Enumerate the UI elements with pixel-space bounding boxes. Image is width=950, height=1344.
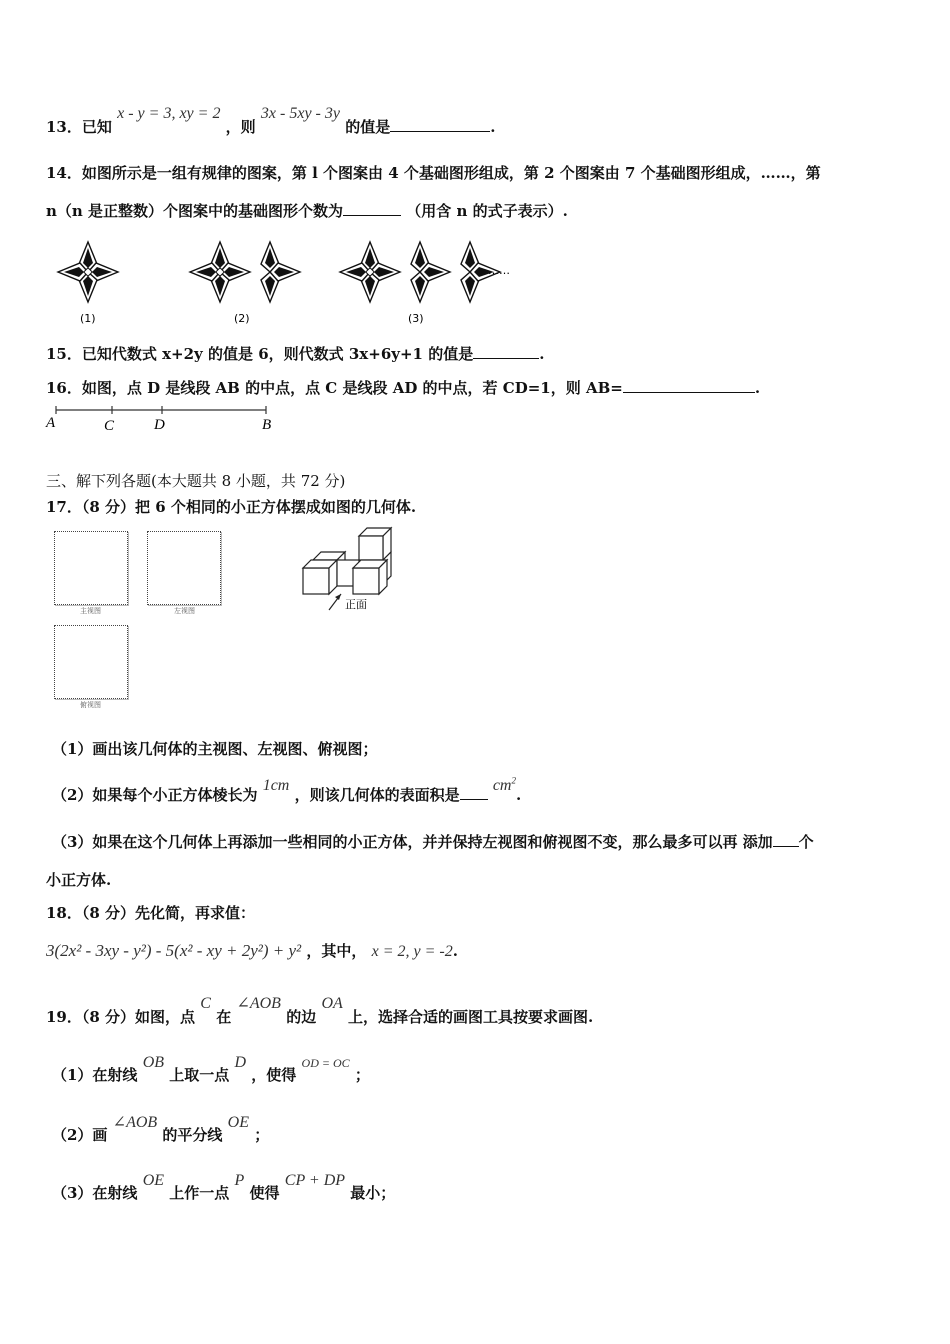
q13-expression: 3x - 5xy - 3y (260, 105, 340, 122)
pattern-1 (58, 242, 118, 302)
q19-p2-text: （2）画 (52, 1126, 108, 1144)
q19-on: 在 (216, 1008, 232, 1026)
q17-part2-text: （2）如果每个小正方体棱长为 (52, 786, 258, 804)
q14-answer-blank (343, 201, 401, 216)
q19-p1-end: ； (354, 1066, 370, 1084)
fig-label-2: (2) (234, 312, 250, 325)
point-b-label: B (262, 417, 272, 433)
section3-title: 三、解下列各题(本大题共 8 小题，共 72 分) (46, 472, 346, 490)
fig-label-1: (1) (80, 312, 96, 325)
q17-part3-unit: 个 (798, 833, 814, 851)
q13-number: 13．已知 (46, 118, 112, 136)
q14-line1: 14．如图所示是一组有规律的图案，第 l 个图案由 4 个基础图形组成，第 2 个图案由 7 个基础图形组成，……，第 (46, 164, 821, 182)
front-view-box[interactable] (54, 531, 128, 605)
q13-end: . (490, 118, 496, 136)
q14-line2-tail: （用含 n 的式子表示）. (406, 202, 568, 220)
q19-intro: 19．（8 分）如图，点 (46, 1008, 196, 1026)
q13-answer-blank (390, 117, 490, 132)
q18-mid: ，其中， (306, 942, 367, 960)
q14-pattern-figure (48, 232, 528, 328)
q17-part3-text: （3）如果在这个几何体上再添加一些相同的小正方体，并并保持左视图和俯视图不变，那么最多可以再 添加 (52, 833, 773, 851)
q19-p3-expression: CP + DP (284, 1172, 346, 1189)
q19-p2-bisector: 的平分线 (162, 1126, 223, 1144)
q19-oa: OA (321, 995, 343, 1012)
q19-p1-such: ，使得 (251, 1066, 297, 1084)
q19-line (46, 995, 594, 1027)
left-view-label: 左视图 (174, 607, 195, 615)
q19-p3-end: 最小； (350, 1184, 396, 1202)
q17-area-blank (460, 785, 488, 800)
q15-end: . (539, 345, 545, 363)
q18-expression: 3(2x² - 3xy - y²) - 5(x² - xy + 2y²) + y² (46, 941, 302, 960)
q19-p3-make: 上作一点 (169, 1184, 230, 1202)
q17-part3 (52, 831, 814, 852)
q17-part3-cont: 小正方体. (46, 871, 112, 889)
pattern-3 (340, 242, 500, 302)
q19-p2-angle: ∠AOB (112, 1114, 158, 1131)
q19-p2-end: ； (254, 1126, 270, 1144)
q17-edge-unit: 1cm (262, 777, 290, 794)
q19-side: 的边 (286, 1008, 317, 1026)
q17-count-blank (773, 832, 799, 847)
q19-angle: ∠AOB (236, 995, 281, 1012)
pattern-ellipsis: …… (488, 264, 510, 277)
q19-p1-take: 上取一点 (169, 1066, 230, 1084)
q17-area-unit-cm: cm (492, 777, 512, 794)
q19-p1-text: （1）在射线 (52, 1066, 138, 1084)
left-view-box[interactable] (147, 531, 221, 605)
q19-p2-oe: OE (227, 1114, 249, 1131)
front-view-label: 主视图 (80, 607, 101, 615)
fig-label-3: (3) (408, 312, 424, 325)
q17-part2 (52, 775, 522, 805)
cube-solid-figure (295, 520, 405, 616)
q15-answer-blank (473, 344, 539, 359)
q19-part1 (52, 1054, 370, 1085)
q13-line (46, 105, 496, 137)
point-d-label: D (154, 417, 165, 433)
q17-title: 17．（8 分）把 6 个相同的小正方体摆成如图的几何体. (46, 498, 417, 516)
q17-part2-mid: ，则该几何体的表面积是 (294, 786, 460, 804)
q19-instruction: 上，选择合适的画图工具按要求画图. (348, 1008, 594, 1026)
q17-part1: （1）画出该几何体的主视图、左视图、俯视图； (52, 740, 378, 758)
q19-point-c: C (200, 995, 211, 1012)
q19-part3 (52, 1172, 396, 1203)
point-a-label: A (46, 415, 56, 431)
q13-condition: x - y = 3, xy = 2 (117, 105, 221, 122)
q15-line (46, 343, 544, 364)
q14-line2 (46, 200, 568, 221)
q13-mid: ，则 (225, 118, 256, 136)
q16-line (46, 377, 760, 398)
q19-part2 (52, 1114, 270, 1145)
q19-p1-ob: OB (142, 1054, 165, 1071)
q19-p3-p: P (234, 1172, 245, 1189)
front-label: 正面 (345, 598, 367, 611)
q18-expression-line (46, 940, 458, 961)
q18-end: . (452, 942, 458, 960)
q13-tail: 的值是 (345, 118, 391, 136)
q19-p3-oe: OE (142, 1172, 165, 1189)
q17-area-unit-sup: 2 (511, 775, 516, 786)
q15-text: 15．已知代数式 x+2y 的值是 6，则代数式 3x+6y+1 的值是 (46, 345, 474, 363)
q19-p1-d: D (234, 1054, 247, 1071)
pattern-2 (190, 242, 300, 302)
q16-end: . (754, 379, 761, 397)
top-view-box[interactable] (54, 625, 128, 699)
q17-area-unit (493, 777, 516, 794)
q18-condition: x = 2, y = -2 (371, 943, 453, 960)
q19-p3-text: （3）在射线 (52, 1184, 138, 1202)
q16-text: 16．如图，点 D 是线段 AB 的中点，点 C 是线段 AD 的中点，若 CD=1，则 AB= (46, 379, 623, 397)
q16-answer-blank (623, 378, 755, 393)
point-c-label: C (104, 418, 115, 434)
q14-line2-text: n（n 是正整数）个图案中的基础图形个数为 (46, 202, 344, 220)
q19-p3-such: 使得 (249, 1184, 280, 1202)
top-view-label: 俯视图 (80, 701, 101, 709)
q19-p1-equation: OD = OC (301, 1056, 350, 1070)
q16-segment-figure (44, 402, 284, 436)
q18-title: 18．（8 分）先化简，再求值： (46, 904, 256, 922)
q17-part2-end: . (515, 786, 522, 804)
